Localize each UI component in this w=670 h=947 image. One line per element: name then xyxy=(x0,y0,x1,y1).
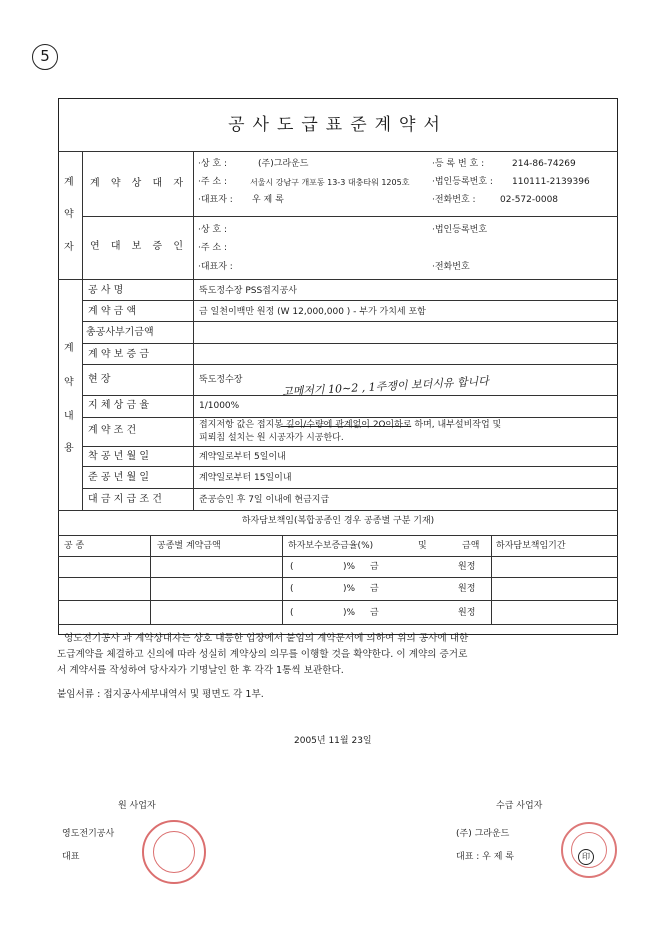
row-label-total: 총공사부기금액 xyxy=(86,327,154,338)
contract-section-label-1: 계 xyxy=(64,343,74,354)
parties-label-2: 약 xyxy=(64,209,74,220)
attachment-line: 붙임서류 : 접지공사세부내역서 및 평면도 각 1부. xyxy=(57,689,264,700)
warranty-row-geum: 금 xyxy=(370,584,379,594)
warranty-row-close: )% xyxy=(343,584,356,594)
contractor-phone-label: ·전화번호 : xyxy=(432,195,476,205)
row-value-payment: 준공승인 후 7일 이내에 현금지급 xyxy=(199,495,330,505)
guarantor-corp-label: ·법인등록번호 xyxy=(432,225,488,235)
contract-section-label-3: 내 xyxy=(64,411,74,422)
parties-label-3: 자 xyxy=(64,242,74,253)
contractor-address-label: ·주 소 : xyxy=(198,177,228,187)
red-company-stamp-right xyxy=(561,822,617,878)
row-label-penalty: 지 체 상 금 율 xyxy=(88,400,150,411)
warranty-header-amount: 공종별 계약금액 xyxy=(157,541,221,551)
row-value-penalty: 1/1000% xyxy=(199,401,240,411)
contractor-corp: 110111-2139396 xyxy=(512,177,590,187)
contractor-rep: 우 제 록 xyxy=(252,195,284,205)
warranty-row-close: )% xyxy=(343,562,356,572)
warranty-header-money: 금액 xyxy=(462,541,480,551)
row-label-payment: 대 금 지 급 조 건 xyxy=(88,494,162,505)
guarantor-rep-label: ·대표자 : xyxy=(198,262,233,272)
warranty-header-rate: 하자보수보증금율(%) xyxy=(288,541,374,551)
contractor-phone: 02-572-0008 xyxy=(500,195,559,205)
row-label-start: 착 공 년 월 일 xyxy=(88,451,150,462)
contractor-address: 서울시 강남구 개포동 13-3 대충타워 1205호 xyxy=(250,178,410,187)
warranty-heading: 하자담보책임(복합공종인 경우 공종별 구분 기재) xyxy=(241,516,435,526)
contractor-corp-label: ·법인등록번호 : xyxy=(432,177,493,187)
row-value-start: 계약일로부터 5일이내 xyxy=(199,452,286,462)
warranty-row-geum: 금 xyxy=(370,608,379,618)
left-company: 영도전기공사 xyxy=(62,829,115,839)
warranty-row-won: 원정 xyxy=(458,562,476,572)
row-value-end: 계약일로부터 15일이내 xyxy=(199,473,292,483)
warranty-row-geum: 금 xyxy=(370,562,379,572)
right-seal-mark: 印 xyxy=(578,849,594,865)
guarantor-phone-label: ·전화번호 xyxy=(432,262,470,272)
contractor-reg: 214-86-74269 xyxy=(512,159,576,169)
contractor-label: 계 약 상 대 자 xyxy=(90,178,188,189)
contract-section-label-2: 약 xyxy=(64,377,74,388)
agreement-paragraph-3: 서 계약서를 작성하여 당사자가 기명날인 한 후 각각 1통씩 보관한다. xyxy=(57,665,344,676)
warranty-header-and: 및 xyxy=(418,541,427,551)
contractor-rep-label: ·대표자 : xyxy=(198,195,233,205)
warranty-header-period: 하자담보책임기간 xyxy=(496,541,566,551)
row-value-conditions-2: 피뢰침 설치는 원 시공자가 시공한다. xyxy=(199,433,344,443)
left-rep-label: 대표 xyxy=(62,852,80,862)
warranty-header-trade: 공 종 xyxy=(64,541,85,551)
left-signatory-title: 원 사업자 xyxy=(118,801,156,811)
title-divider xyxy=(58,151,618,152)
guarantor-name-label: ·상 호 : xyxy=(198,225,228,235)
guarantor-label: 연 대 보 증 인 xyxy=(90,241,188,252)
warranty-row-close: )% xyxy=(343,608,356,618)
contract-date: 2005년 11월 23일 xyxy=(294,736,372,746)
row-value-amount: 금 일천이백만 원정 (W 12,000,000 ) - 부가 가치세 포함 xyxy=(199,307,426,317)
contractor-reg-label: ·등 록 번 호 : xyxy=(432,159,485,169)
row-value-conditions-1: 접지저항 값은 접지봉 깊이/수량에 관계없이 2Ω이하로 하며, 내부설비작업 및 xyxy=(199,420,502,430)
row-label-deposit: 계 약 보 증 금 xyxy=(88,349,150,360)
contractor-name: (주)그라운드 xyxy=(258,159,309,169)
row-label-project: 공 사 명 xyxy=(88,285,124,296)
row-label-site: 현 장 xyxy=(88,374,111,385)
red-company-stamp-left xyxy=(142,820,206,884)
contract-section-label-4: 용 xyxy=(64,443,74,454)
agreement-paragraph-2: 도급계약을 체결하고 신의에 따라 성실히 계약상의 의무를 이행할 것을 확약한다. 이 계약의 증거로 xyxy=(57,649,468,660)
row-value-site: 뚝도정수장 xyxy=(199,375,243,385)
contractor-name-label: ·상 호 : xyxy=(198,159,228,169)
strikethrough-mark xyxy=(281,426,411,427)
parties-label-1: 계 xyxy=(64,177,74,188)
warranty-row-open: ( xyxy=(290,562,294,572)
warranty-row-won: 원정 xyxy=(458,608,476,618)
row-label-end: 준 공 년 월 일 xyxy=(88,472,150,483)
right-signatory-title: 수급 사업자 xyxy=(496,801,543,811)
right-company: (주) 그라운드 xyxy=(456,829,510,839)
page-number-mark: 5 xyxy=(32,44,58,70)
right-rep: 대표 : 우 제 록 xyxy=(456,852,514,862)
warranty-row-open: ( xyxy=(290,584,294,594)
document-title: 공사도급표준계약서 xyxy=(228,115,448,135)
agreement-paragraph-1: 영도전기공사 과 계약상대자는 상호 대등한 입장에서 붙임의 계약문서에 의하여 위의 공사에 대한 xyxy=(64,633,469,644)
row-label-conditions: 계 약 조 건 xyxy=(88,425,137,436)
warranty-row-won: 원정 xyxy=(458,584,476,594)
row-label-amount: 계 약 금 액 xyxy=(88,306,137,317)
row-value-project: 뚝도정수장 PSS접지공사 xyxy=(199,286,297,296)
warranty-row-open: ( xyxy=(290,608,294,618)
handwritten-note: 고메저기 10~2 , 1주쟁이 보더시유 합니다 xyxy=(281,374,490,399)
guarantor-address-label: ·주 소 : xyxy=(198,243,228,253)
